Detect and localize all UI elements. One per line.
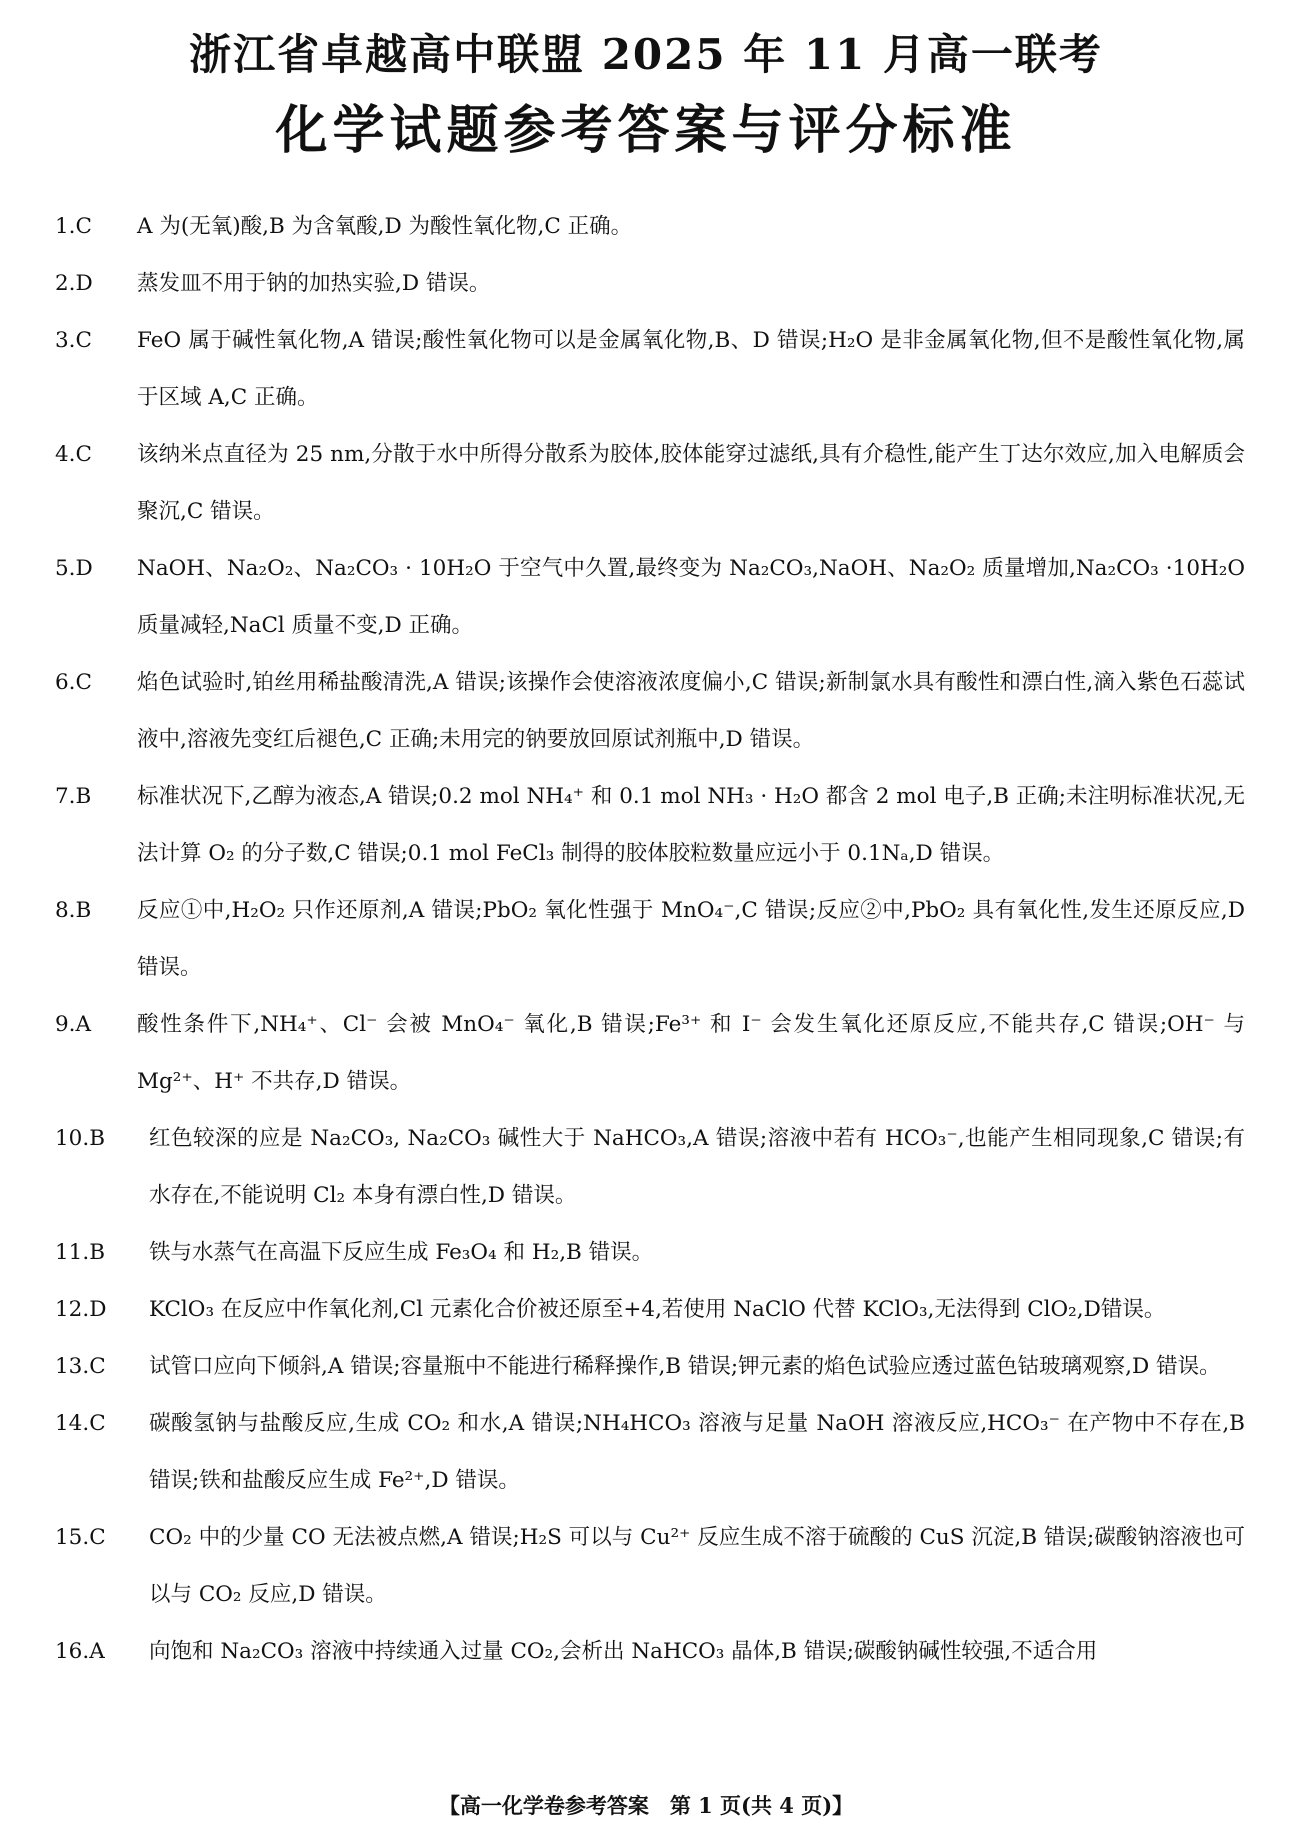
answer-item [55, 1509, 1245, 1623]
answer-number [55, 996, 91, 1053]
explanation-line: 错误。 [1100, 1297, 1166, 1322]
exam-title: 浙江省卓越高中联盟 2025 年 11 月高一联考 [189, 30, 1103, 79]
question-number: 6. [55, 670, 76, 695]
explanation-line: NaOH、Na₂O₂、Na₂CO₃ · 10H₂O 于空气中久置,最终变为 Na₂CO₃,NaOH、Na₂O₂ 质量增加,Na₂CO₃ · [137, 556, 1173, 581]
explanation-line: 该纳米点直径为 25 nm,分散于水中所得分散系为胶体,胶体能穿过滤纸,具有介稳性,能产生丁达尔效 [137, 442, 1087, 467]
answer-number [55, 540, 93, 597]
question-number: 13. [55, 1354, 90, 1379]
question-number: 12. [55, 1297, 90, 1322]
explanation-line: KClO₃ 在反应中作氧化剂,Cl 元素化合价被还原至+4,若使用 NaClO 代替 KClO₃,无法得到 ClO₂,D [149, 1297, 1101, 1322]
answer-choice: C [75, 670, 92, 695]
answer-item [55, 1338, 1245, 1395]
explanation-line: 标准状况,无法计算 O₂ 的分子数,C 错误;0.1 mol FeCl₃ 制得的胶体胶粒数量应远小于 0.1Nₐ,D 错误。 [137, 784, 1245, 866]
answer-choice: D [89, 1297, 107, 1322]
answer-choice: B [89, 1126, 106, 1151]
answer-item [55, 1281, 1245, 1338]
answer-choice: B [75, 784, 92, 809]
answer-explanation [137, 996, 1245, 1110]
answer-explanation [149, 1110, 1245, 1224]
explanation-line: 碳酸氢钠与盐酸反应,生成 CO₂ 和水,A 错误;NH₄HCO₃ 溶液与足量 NaOH 溶液反应,HCO₃⁻ 在产物 [149, 1411, 1134, 1436]
answer-explanation [149, 1509, 1245, 1623]
answer-number [55, 882, 91, 939]
answer-explanation [137, 255, 1245, 312]
answer-item [55, 1224, 1245, 1281]
answer-choice: A [75, 1012, 92, 1037]
answer-explanation [149, 1338, 1245, 1395]
answer-item [55, 426, 1245, 540]
answer-choice: C [89, 1411, 106, 1436]
explanation-line: 生还原反应,D 错误。 [137, 898, 1245, 980]
explanation-line: 性,滴入紫色石蕊试液中,溶液先变红后褪色,C 正确;未用完的钠要放回原试剂瓶中,D 错误。 [137, 670, 1246, 752]
explanation-line: 焰色试验时,铂丝用稀盐酸清洗,A 错误;该操作会使溶液浓度偏小,C 错误;新制氯水具有酸性和漂白 [137, 670, 1065, 695]
explanation-line: 酸钠溶液也可以与 CO₂ 反应,D 错误。 [149, 1525, 1245, 1607]
answer-item [55, 768, 1245, 882]
explanation-line: CO₂ 中的少量 CO 无法被点燃,A 错误;H₂S 可以与 Cu²⁺ 反应生成不溶于硫酸的 CuS 沉淀,B 错误;碳 [149, 1525, 1116, 1550]
question-number: 15. [55, 1525, 90, 1550]
page-footer: 【高一化学卷参考答案 第 1 页(共 4 页)】 [438, 1793, 854, 1818]
answer-item [55, 312, 1245, 426]
answer-choice: B [75, 898, 92, 923]
answer-item [55, 654, 1245, 768]
explanation-line: 应,加入电解质会聚沉,C 错误。 [137, 442, 1245, 524]
explanation-line: 象,C 错误;有水存在,不能说明 Cl₂ 本身有漂白性,D 错误。 [149, 1126, 1245, 1208]
question-number: 1. [55, 214, 76, 239]
explanation-line: OH⁻ 与 Mg²⁺、H⁺ 不共存,D 错误。 [137, 1012, 1246, 1094]
answer-number [55, 1110, 105, 1167]
answer-item [55, 540, 1245, 654]
answer-item [55, 1110, 1245, 1224]
explanation-line: 酸性氧化物,属于区域 A,C 正确。 [137, 328, 1245, 410]
explanation-line: A 为(无氧)酸,B 为含氧酸,D 为酸性氧化物,C 正确。 [137, 214, 633, 239]
question-number: 11. [55, 1240, 90, 1265]
answer-choice: A [89, 1639, 105, 1664]
answer-explanation [137, 768, 1245, 882]
answer-number [55, 1509, 106, 1566]
explanation-line: 试管口应向下倾斜,A 错误;容量瓶中不能进行稀释操作,B 错误;钾元素的焰色试验应透过蓝色钴玻璃 [149, 1354, 1083, 1379]
explanation-line: 反应①中,H₂O₂ 只作还原剂,A 错误;PbO₂ 氧化性强于 MnO₄⁻,C 错误;反应②中,PbO₂ 具有氧化性,发 [137, 898, 1112, 923]
answer-item [55, 1395, 1245, 1509]
question-number: 9. [55, 1012, 76, 1037]
answer-explanation [137, 540, 1245, 654]
answer-choice: B [89, 1240, 106, 1265]
answer-explanation [149, 1623, 1245, 1680]
explanation-line: 蒸发皿不用于钠的加热实验,D 错误。 [137, 271, 491, 296]
explanation-line: 向饱和 Na₂CO₃ 溶液中持续通入过量 CO₂,会析出 NaHCO₃ 晶体,B 错误;碳酸钠碱性较强,不适合用 [149, 1639, 1098, 1664]
answer-choice: C [89, 1525, 106, 1550]
answer-item [55, 882, 1245, 996]
question-number: 16. [55, 1639, 90, 1664]
answer-choice: C [75, 328, 92, 353]
explanation-line: 观察,D 错误。 [1082, 1354, 1221, 1379]
answer-list [55, 198, 1245, 1680]
document-subtitle: 化学试题参考答案与评分标准 [275, 100, 1017, 161]
answer-explanation [149, 1395, 1245, 1509]
answer-explanation [137, 882, 1245, 996]
answer-explanation [149, 1281, 1245, 1338]
question-number: 14. [55, 1411, 90, 1436]
question-number: 7. [55, 784, 76, 809]
answer-choice: C [75, 442, 92, 467]
answer-number [55, 312, 92, 369]
answer-number [55, 426, 92, 483]
answer-number [55, 1623, 105, 1680]
explanation-line: 酸性条件下,NH₄⁺、Cl⁻ 会被 MnO₄⁻ 氧化,B 错误;Fe³⁺ 和 I⁻ 会发生氧化还原反应,不能共存,C 错误; [137, 1012, 1168, 1037]
explanation-line: FeO 属于碱性氧化物,A 错误;酸性氧化物可以是金属氧化物,B、D 错误;H₂O 是非金属氧化物,但不是 [137, 328, 1107, 353]
question-number: 2. [55, 271, 76, 296]
answer-explanation [137, 426, 1245, 540]
question-number: 5. [55, 556, 76, 581]
answer-number [55, 654, 92, 711]
explanation-line: 铁与水蒸气在高温下反应生成 Fe₃O₄ 和 H₂,B 错误。 [149, 1240, 654, 1265]
answer-explanation [137, 198, 1245, 255]
question-number: 10. [55, 1126, 90, 1151]
question-number: 8. [55, 898, 76, 923]
answer-item [55, 1623, 1245, 1680]
answer-item [55, 255, 1245, 312]
answer-explanation [149, 1224, 1245, 1281]
explanation-line: 标准状况下,乙醇为液态,A 错误;0.2 mol NH₄⁺ 和 0.1 mol NH₃ · H₂O 都含 2 mol 电子,B 正确;未注明 [137, 784, 1131, 809]
answer-choice: D [75, 556, 93, 581]
answer-choice: D [75, 271, 93, 296]
answer-number [55, 768, 91, 825]
answer-number [55, 1281, 106, 1338]
explanation-line: 中不存在,B 错误;铁和盐酸反应生成 Fe²⁺,D 错误。 [149, 1411, 1245, 1493]
question-number: 3. [55, 328, 76, 353]
answer-number [55, 1338, 106, 1395]
answer-item [55, 198, 1245, 255]
question-number: 4. [55, 442, 76, 467]
answer-number [55, 1395, 106, 1452]
answer-explanation [137, 312, 1245, 426]
answer-explanation [137, 654, 1245, 768]
explanation-line: 红色较深的应是 Na₂CO₃, Na₂CO₃ 碱性大于 NaHCO₃,A 错误;溶液中若有 HCO₃⁻,也能产生相同现 [149, 1126, 1120, 1151]
answer-choice: C [75, 214, 92, 239]
explanation-line: 10H₂O 质量减轻,NaCl 质量不变,D 正确。 [137, 556, 1245, 638]
answer-number [55, 255, 93, 312]
answer-choice: C [89, 1354, 106, 1379]
answer-number [55, 198, 92, 255]
answer-item [55, 996, 1245, 1110]
answer-number [55, 1224, 105, 1281]
